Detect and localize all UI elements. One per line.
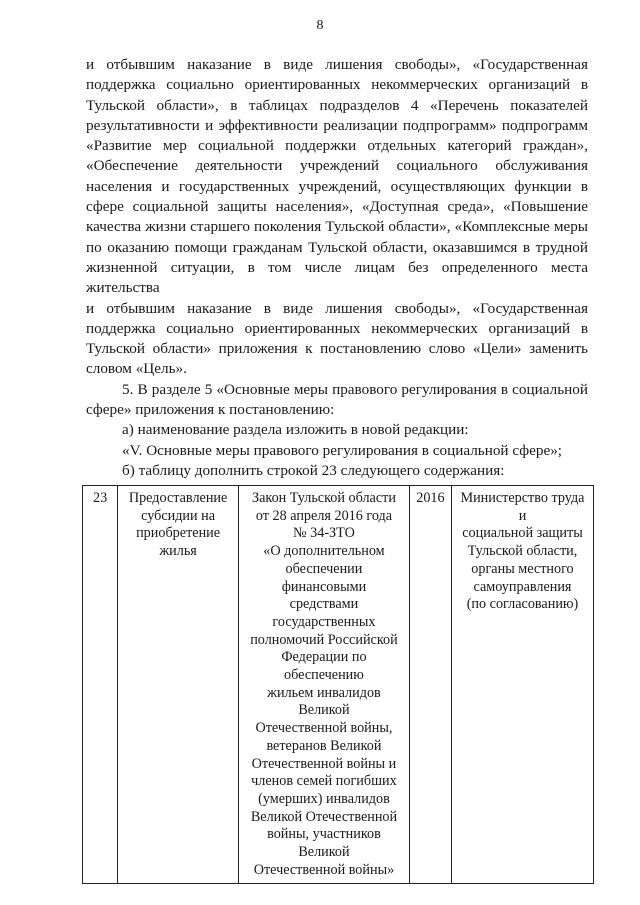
cell-line: Отечественной войны»	[253, 861, 395, 878]
cell-line: от 28 апреля 2016 года	[255, 507, 393, 524]
cell-number: 23	[83, 486, 118, 884]
cell-line: войны, участников Великой	[267, 826, 381, 861]
cell-line: Отечественной войны и	[251, 755, 397, 772]
cell-line: Федерации по обеспечению	[281, 649, 367, 684]
cell-line: приобретение	[136, 525, 221, 542]
text-line: Тульской области» приложения к постановлению слово «Цели» заменить	[86, 340, 588, 358]
cell-line: ветеранов Великой	[266, 737, 382, 754]
list-item: «V. Основные меры правового регулирования в социальной сфере»;	[122, 441, 563, 459]
text-line: поддержка социально ориентированных некоммерческих организаций в	[86, 319, 588, 337]
cell-line: субсидии на	[141, 507, 216, 524]
text-line: по оказанию помощи гражданам Тульской области, оказавшимся в трудной	[86, 238, 588, 256]
cell-line: государственных	[272, 613, 376, 630]
cell-line: (по согласованию)	[466, 596, 579, 613]
text-line: поддержка социально ориентированных некоммерческих организаций в	[86, 76, 588, 94]
text-line: 5. В разделе 5 «Основные меры правового регулирования в социальной	[122, 380, 588, 398]
paragraph	[86, 380, 588, 421]
list-item: а) наименование раздела изложить в новой редакции:	[122, 421, 469, 439]
cell-year: 2016	[409, 486, 451, 884]
text-line: сфере социальной защиты населения», «Доступная среда», «Повышение	[86, 198, 588, 216]
cell-line: Закон Тульской области	[252, 490, 396, 506]
cell-line: социальной защиты	[462, 525, 583, 542]
cell-line: Тульской области,	[467, 543, 578, 560]
cell-line: средствами	[289, 596, 359, 613]
cell-line: Отечественной войны,	[255, 720, 393, 737]
cell-line: жилья	[159, 543, 197, 560]
cell-line: органы местного	[471, 560, 574, 577]
text-line: населения и государственных учреждений, осуществляющих функции в	[86, 177, 588, 195]
cell-line: «О дополнительном	[263, 543, 385, 560]
text-line: и отбывшим наказание в виде лишения свободы», «Государственная	[86, 56, 588, 73]
text-line: «Обеспечение деятельности учреждений социального обслуживания	[86, 157, 588, 175]
text-line: результативности и эффективности реализации подпрограмм» подпрограмм	[86, 116, 588, 134]
text-line: словом «Цель».	[86, 360, 187, 378]
cell-line: полномочий Российской	[250, 631, 398, 648]
page-number: 8	[316, 18, 324, 33]
text-line: жизненной ситуации, в том числе лицам без определенного места жительства	[86, 258, 588, 297]
table-row	[83, 486, 594, 884]
text-line: качества жизни старшего поколения Тульской области», «Комплексные меры	[86, 218, 588, 236]
cell-line: № 34-ЗТО	[293, 525, 355, 542]
cell-line: членов семей погибших	[251, 773, 397, 790]
document-body	[86, 55, 588, 481]
text-line: «Развитие мер социальной поддержки отдельных категорий граждан»,	[86, 137, 588, 155]
cell-line: (умерших) инвалидов	[258, 790, 390, 807]
cell-law	[239, 486, 410, 884]
text-line: сфере» приложения к постановлению:	[86, 401, 335, 419]
paragraph	[86, 55, 588, 380]
cell-line: самоуправления	[473, 578, 572, 595]
cell-line: Великой Отечественной	[250, 808, 398, 825]
cell-executor	[451, 486, 593, 884]
text-line: и отбывшим наказание в виде лишения свободы», «Государственная	[86, 299, 588, 317]
cell-line: жильем инвалидов Великой	[267, 684, 381, 719]
measures-table	[82, 485, 594, 884]
cell-line: Предоставление	[128, 490, 228, 506]
list-item: б) таблицу дополнить строкой 23 следующего содержания:	[122, 461, 505, 479]
cell-line: обеспечении финансовыми	[281, 560, 367, 595]
cell-line: Министерство труда и	[460, 490, 585, 524]
cell-measure	[118, 486, 239, 884]
text-line: Тульской области», в таблицах подразделов 4 «Перечень показателей	[86, 96, 588, 114]
